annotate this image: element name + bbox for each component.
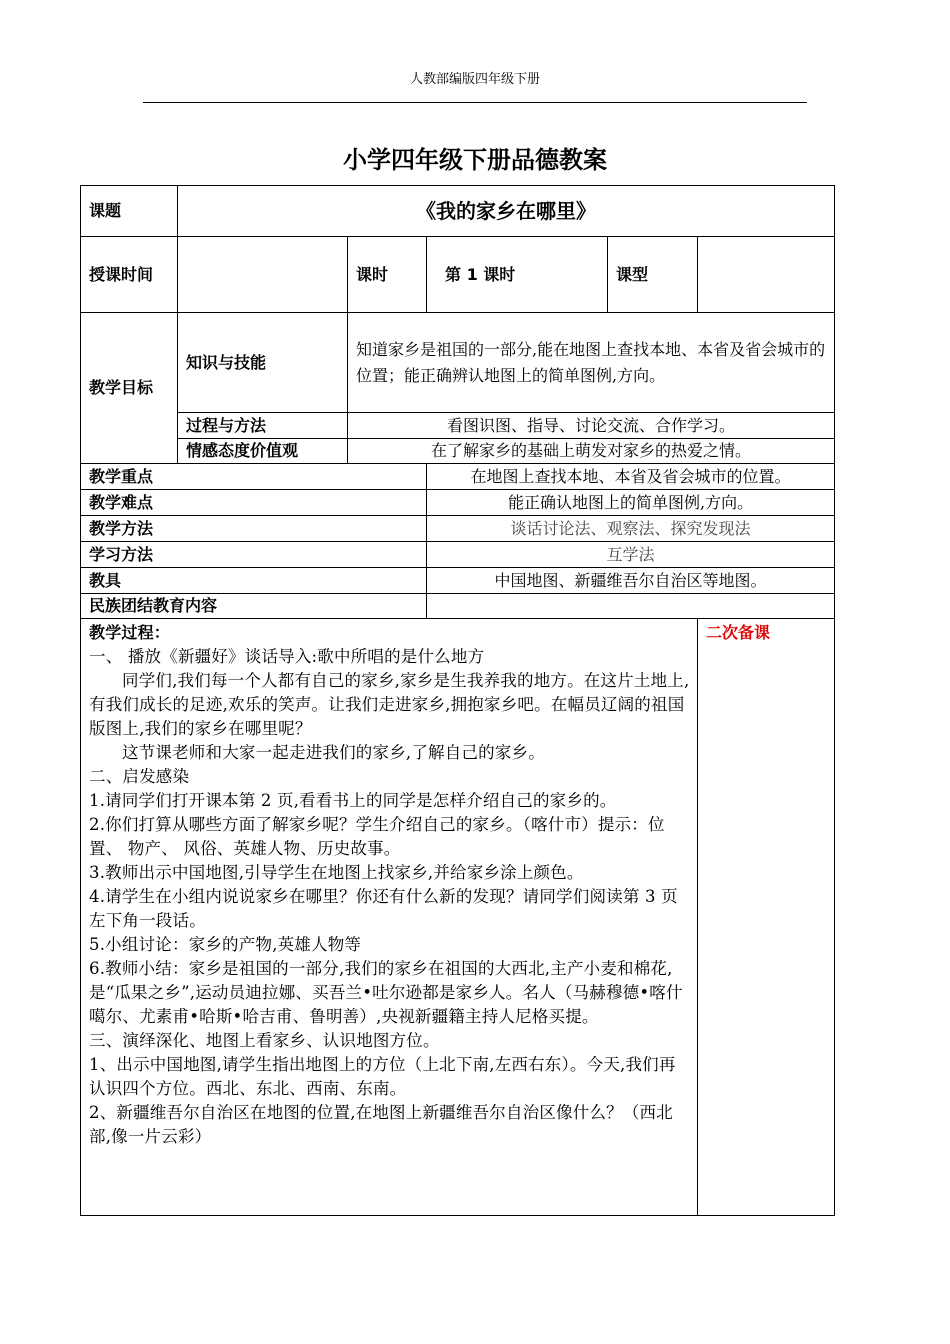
process-line: 1、出示中国地图,请学生指出地图上的方位（上北下南,左西右东）。今天,我们再认识四个方位。西北、东北、西南、东南。 [89, 1055, 676, 1098]
process-line: 三、演绎深化、地图上看家乡、认识地图方位。 [89, 1031, 440, 1050]
learning-value: 互学法 [427, 542, 835, 568]
unity-value [427, 594, 835, 619]
process-line: 1.请同学们打开课本第 2 页,看看书上的同学是怎样介绍自己的家乡的。 [89, 791, 617, 810]
method-label: 教学方法 [81, 516, 427, 542]
process-line: 二、启发感染 [89, 767, 190, 786]
goal-emotion-value: 在了解家乡的基础上萌发对家乡的热爱之情。 [348, 439, 835, 464]
process-line: 这节课老师和大家一起走进我们的家乡,了解自己的家乡。 [122, 743, 545, 762]
type-label: 课型 [608, 237, 698, 313]
process-line: 3.教师出示中国地图,引导学生在地图上找家乡,并给家乡涂上颜色。 [89, 863, 584, 882]
goal-process-label: 过程与方法 [178, 413, 348, 439]
learning-label: 学习方法 [81, 542, 427, 568]
page-header: 人教部编版四年级下册 [409, 72, 540, 87]
topic-label: 课题 [81, 186, 178, 237]
goal-knowledge-label: 知识与技能 [178, 313, 348, 413]
teaching-process-cell [81, 619, 698, 1216]
process-line: 同学们,我们每一个人都有自己的家乡,家乡是生我养我的地方。在这片土地上,有我们成长的足迹,欢乐的笑声。让我们走进家乡,拥抱家乡吧。在幅员辽阔的祖国版图上,我们的家乡在哪里呢？ [89, 671, 690, 738]
process-line: 5.小组讨论：家乡的产物,英雄人物等 [89, 935, 362, 954]
process-line: 2、新疆维吾尔自治区在地图的位置,在地图上新疆维吾尔自治区像什么？（西北部,像一片云彩） [89, 1103, 673, 1146]
tools-value: 中国地图、新疆维吾尔自治区等地图。 [427, 568, 835, 594]
type-value [698, 237, 835, 313]
period-label: 课时 [348, 237, 427, 313]
tools-label: 教具 [81, 568, 427, 594]
second-prep-cell [698, 619, 835, 1216]
key-value: 在地图上查找本地、本省及省会城市的位置。 [427, 464, 835, 490]
process-line: 2.你们打算从哪些方面了解家乡呢？学生介绍自己的家乡。（喀什市）提示：位置、 物产、 风俗、英雄人物、历史故事。 [89, 815, 665, 858]
goal-knowledge-value: 知道家乡是祖国的一部分,能在地图上查找本地、本省及省会城市的位置；能正确辨认地图上的简单图例,方向。 [348, 313, 835, 413]
topic-value: 《我的家乡在哪里》 [178, 186, 835, 237]
time-value [178, 237, 348, 313]
second-prep-label: 二次备课 [706, 623, 771, 642]
period-value: 第 1 课时 [427, 237, 608, 313]
unity-label: 民族团结教育内容 [81, 594, 427, 619]
difficulty-value: 能正确认地图上的简单图例,方向。 [427, 490, 835, 516]
process-label: 教学过程： [89, 623, 171, 642]
method-value: 谈话讨论法、观察法、探究发现法 [427, 516, 835, 542]
goal-process-value: 看图识图、指导、讨论交流、合作学习。 [348, 413, 835, 439]
goals-label: 教学目标 [81, 313, 178, 464]
process-line: 一、 播放《新疆好》谈话导入:歌中所唱的是什么地方 [89, 647, 485, 666]
time-label: 授课时间 [81, 237, 178, 313]
process-line: 4.请学生在小组内说说家乡在哪里？你还有什么新的发现？请同学们阅读第 3 页左下角一段话。 [89, 887, 678, 930]
key-label: 教学重点 [81, 464, 427, 490]
header-rule [143, 102, 807, 103]
lesson-plan-table [80, 185, 835, 1216]
goal-emotion-label: 情感态度价值观 [178, 439, 348, 464]
process-line: 6.教师小结：家乡是祖国的一部分,我们的家乡在祖国的大西北,主产小麦和棉花,是“瓜果之乡”,运动员迪拉娜、买吾兰•吐尔逊都是家乡人。名人（马赫穆德•喀什噶尔、尤素甫•哈斯•哈吉甫、鲁明善）,央视新疆籍主持人尼格买提。 [89, 959, 683, 1026]
document-title: 小学四年级下册品德教案 [343, 146, 607, 174]
difficulty-label: 教学难点 [81, 490, 427, 516]
